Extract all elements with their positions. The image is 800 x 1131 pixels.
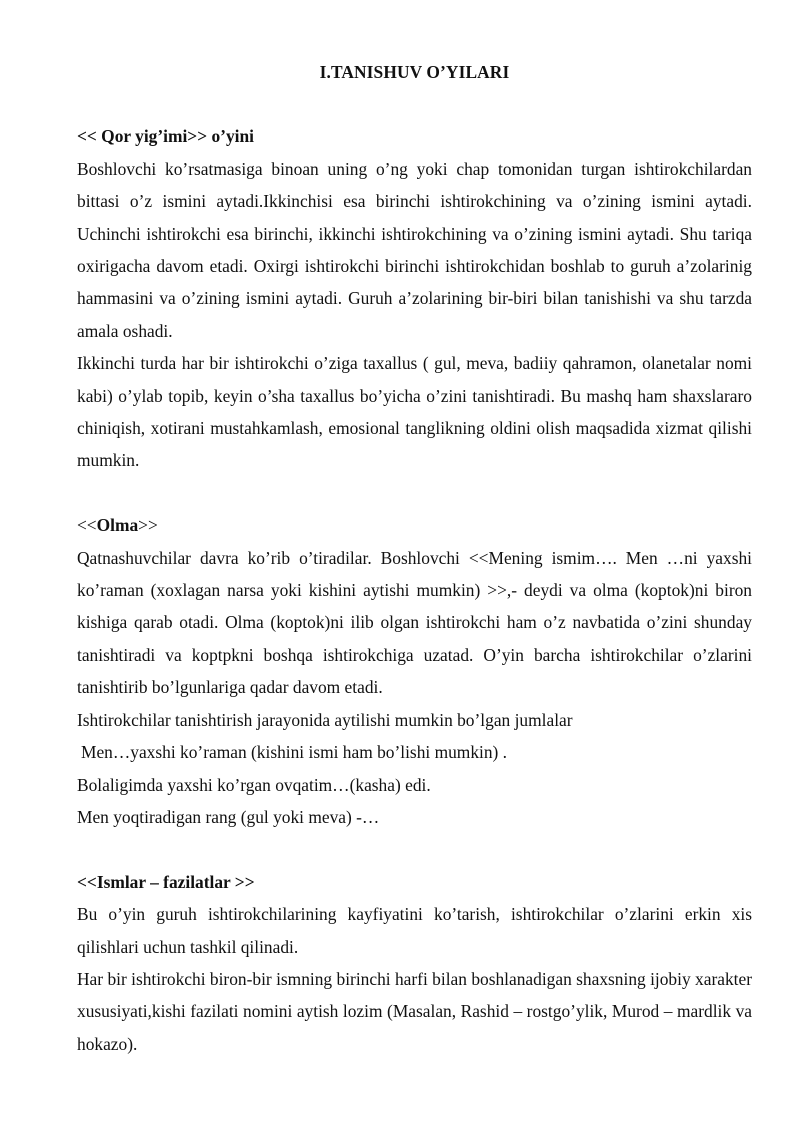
heading-prefix: << xyxy=(77,515,97,536)
document-page xyxy=(77,56,752,1060)
text-line: Men…yaxshi ko’raman (kishini ismi ham bo’lishi mumkin) . xyxy=(81,742,508,763)
section-heading-olma xyxy=(77,509,752,541)
paragraph: Boshlovchi ko’rsatmasiga binoan uning o’ng yoki chap tomonidan turgan ishtirokchilardan bittasi o’z ismini aytadi.Ikkinchisi esa birinchi ishtirokchining va o’zining ismini aytadi. Uchinchi ishtirokchi esa birinchi, ikkinchi ishtirokchining va o’zining ismini aytadi. Shu tariqa oxirigacha davom etadi. Oxirgi ishtirokchi birinchi ishtirokchidan boshlab to guruh a’zolarinig hammasini va o’zining ismini aytadi. Guruh a’zolarining bir-biri bilan tanishishi va shu tarzda amala oshadi. xyxy=(77,158,752,341)
paragraph: Har bir ishtirokchi biron-bir ismning birinchi harfi bilan boshlanadigan shaxsning ijobiy xarakter xususiyati,kishi fazilati nomini aytish lozim (Masalan, Rashid – rostgo’ylik, Murod – mardlik va hokazo). xyxy=(77,968,752,1054)
spacer xyxy=(77,477,752,509)
paragraph: Ikkinchi turda har bir ishtirokchi o’ziga taxallus ( gul, meva, badiiy qahramon, olanetalar nomi kabi) o’ylab topib, keyin o’sha taxallus bo’yicha o’zini tanishtiradi. Bu mashq ham shaxslararo chiniqish, xotirani mustahkamlash, emosional tanglikning oldini olish maqsadida xizmat qilishi mumkin. xyxy=(77,353,752,471)
text-line: Men yoqtiradigan rang (gul yoki meva) -… xyxy=(77,806,380,827)
paragraph: Qatnashuvchilar davra ko’rib o’tiradilar. Boshlovchi <<Mening ismim…. Men …ni yaxshi ko’raman (xoxlagan narsa yoki kishini aytishi mumkin) >>,- deydi va olma (koptok)ni biron kishiga qarab otadi. Olma (koptok)ni ilib olgan ishtirokchi ham o’z navbatida o’zini shunday tanishtiradi va koptpkni boshqa ishtirokchiga uzatad. O’yin barcha ishtirokchilar o’zlarini tanishtirib bo’lgunlariga qadar davom etadi. xyxy=(77,547,752,698)
section-heading-text: <<Ismlar – fazilatlar >> xyxy=(77,871,255,892)
spacer xyxy=(77,833,752,865)
heading-suffix: >> xyxy=(138,515,158,536)
section-heading-ismlar-fazilatlar xyxy=(77,866,752,898)
text-line: Bolaligimda yaxshi ko’rgan ovqatim…(kasha) edi. xyxy=(77,774,431,795)
paragraph: Bu o’yin guruh ishtirokchilarining kayfiyatini ko’tarish, ishtirokchilar o’zlarini erkin xis qilishlari uchun tashkil qilinadi. xyxy=(77,904,752,957)
page-title: I.TANISHUV O’YILARI xyxy=(319,62,510,82)
heading-bold-text: Olma xyxy=(96,515,139,536)
text-line: Ishtirokchilar tanishtirish jarayonida aytilishi mumkin bo’lgan jumlalar xyxy=(77,709,573,730)
section-heading-qor-yigimi xyxy=(77,120,752,152)
section-heading-text: << Qor yig’imi>> o’yini xyxy=(77,126,254,147)
